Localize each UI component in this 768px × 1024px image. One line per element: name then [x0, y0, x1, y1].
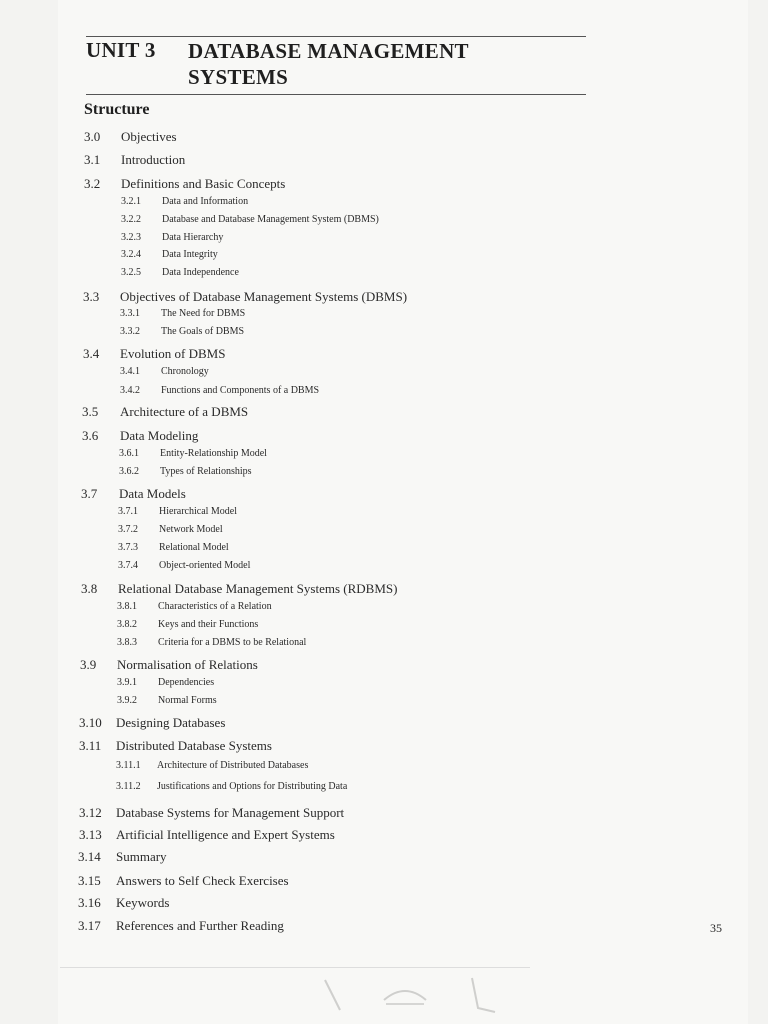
toc-number: 3.11 — [79, 738, 102, 753]
toc-number: 3.15 — [78, 873, 101, 888]
toc-number: 3.8.2 — [117, 619, 137, 630]
unit-title-line-2: SYSTEMS — [188, 65, 289, 89]
toc-number: 3.5 — [82, 404, 99, 419]
toc-number: 3.7 — [81, 486, 98, 501]
toc-title: Artificial Intelligence and Expert Systems — [116, 827, 335, 842]
bleed-through-marks — [300, 972, 520, 1017]
toc-title: Data Hierarchy — [162, 232, 224, 243]
page-number: 35 — [710, 921, 722, 935]
toc-title: Object-oriented Model — [159, 560, 251, 571]
toc-number: 3.13 — [79, 827, 102, 842]
toc-title: Criteria for a DBMS to be Relational — [158, 637, 307, 648]
toc-number: 3.10 — [79, 715, 102, 730]
toc-title: References and Further Reading — [116, 918, 284, 933]
toc-number: 3.6 — [82, 428, 99, 443]
toc-title: Chronology — [161, 366, 209, 377]
toc-title: Objectives — [121, 129, 177, 144]
toc-title: Hierarchical Model — [159, 506, 238, 517]
toc-title: Characteristics of a Relation — [158, 601, 272, 612]
toc-number: 3.2.3 — [121, 232, 141, 243]
toc-title: Summary — [116, 849, 167, 864]
toc-title: Relational Database Management Systems (RDBMS) — [118, 581, 398, 596]
toc-number: 3.8 — [81, 581, 98, 596]
toc-title: Objectives of Database Management Systems (DBMS) — [120, 289, 408, 304]
toc-number: 3.6.1 — [119, 448, 139, 459]
toc-title: Architecture of Distributed Databases — [157, 760, 309, 771]
toc-title: The Need for DBMS — [161, 308, 246, 319]
toc-number: 3.2.2 — [121, 214, 141, 225]
top-rule — [86, 36, 586, 37]
toc-number: 3.7.2 — [118, 524, 138, 535]
toc-number: 3.3 — [83, 289, 100, 304]
title-underline — [86, 94, 586, 95]
toc-number: 3.16 — [78, 895, 101, 910]
toc-title: Types of Relationships — [160, 466, 252, 477]
toc-title: Answers to Self Check Exercises — [116, 873, 289, 888]
toc-title: Normalisation of Relations — [117, 657, 258, 672]
toc-title: Entity-Relationship Model — [160, 448, 267, 459]
toc-number: 3.3.2 — [120, 326, 140, 337]
toc-title: Data Independence — [162, 267, 239, 278]
toc-title: Evolution of DBMS — [120, 346, 226, 361]
toc-title: Architecture of a DBMS — [120, 404, 249, 419]
toc-number: 3.6.2 — [119, 466, 139, 477]
structure-heading: Structure — [84, 101, 150, 118]
toc-number: 3.9 — [80, 657, 97, 672]
toc-title: Keys and their Functions — [158, 619, 259, 630]
toc-number: 3.0 — [84, 129, 101, 144]
toc-number: 3.3.1 — [120, 308, 140, 319]
toc-title: Data Integrity — [162, 249, 218, 260]
toc-number: 3.9.1 — [117, 677, 137, 688]
toc-number: 3.11.2 — [116, 781, 141, 792]
toc-title: Relational Model — [159, 542, 229, 553]
toc-title: Justifications and Options for Distributing Data — [157, 781, 348, 792]
toc-title: Keywords — [116, 895, 170, 910]
toc-number: 3.1 — [84, 152, 101, 167]
toc-title: Data Models — [119, 486, 186, 501]
toc-title: Distributed Database Systems — [116, 738, 272, 753]
unit-label: UNIT 3 — [86, 38, 156, 62]
toc-title: Database Systems for Management Support — [116, 805, 345, 820]
unit-title-line-1: DATABASE MANAGEMENT — [188, 39, 469, 63]
toc-number: 3.2.1 — [121, 196, 141, 207]
toc-title: The Goals of DBMS — [161, 326, 245, 337]
toc-number: 3.4.1 — [120, 366, 140, 377]
footer-rule — [60, 967, 530, 968]
toc-number: 3.2.4 — [121, 249, 141, 260]
toc-number: 3.2 — [84, 176, 101, 191]
toc-number: 3.8.3 — [117, 637, 137, 648]
toc-title: Functions and Components of a DBMS — [161, 385, 320, 396]
toc-number: 3.4.2 — [120, 385, 140, 396]
toc-number: 3.8.1 — [117, 601, 137, 612]
toc-number: 3.14 — [78, 849, 101, 864]
unit-title — [188, 38, 548, 90]
toc-number: 3.7.1 — [118, 506, 138, 517]
toc-title: Normal Forms — [158, 695, 217, 706]
toc-number: 3.7.4 — [118, 560, 138, 571]
toc-title: Introduction — [121, 152, 186, 167]
toc-title: Data Modeling — [120, 428, 199, 443]
toc-number: 3.9.2 — [117, 695, 137, 706]
toc-number: 3.4 — [83, 346, 100, 361]
toc-number: 3.12 — [79, 805, 102, 820]
toc-number: 3.7.3 — [118, 542, 138, 553]
toc-number: 3.11.1 — [116, 760, 141, 771]
toc-title: Dependencies — [158, 677, 215, 688]
toc-title: Designing Databases — [116, 715, 226, 730]
toc-title: Data and Information — [162, 196, 249, 207]
toc-number: 3.17 — [78, 918, 101, 933]
toc-title: Definitions and Basic Concepts — [121, 176, 286, 191]
toc-number: 3.2.5 — [121, 267, 141, 278]
toc-title: Network Model — [159, 524, 223, 535]
toc-title: Database and Database Management System (DBMS) — [162, 214, 379, 225]
